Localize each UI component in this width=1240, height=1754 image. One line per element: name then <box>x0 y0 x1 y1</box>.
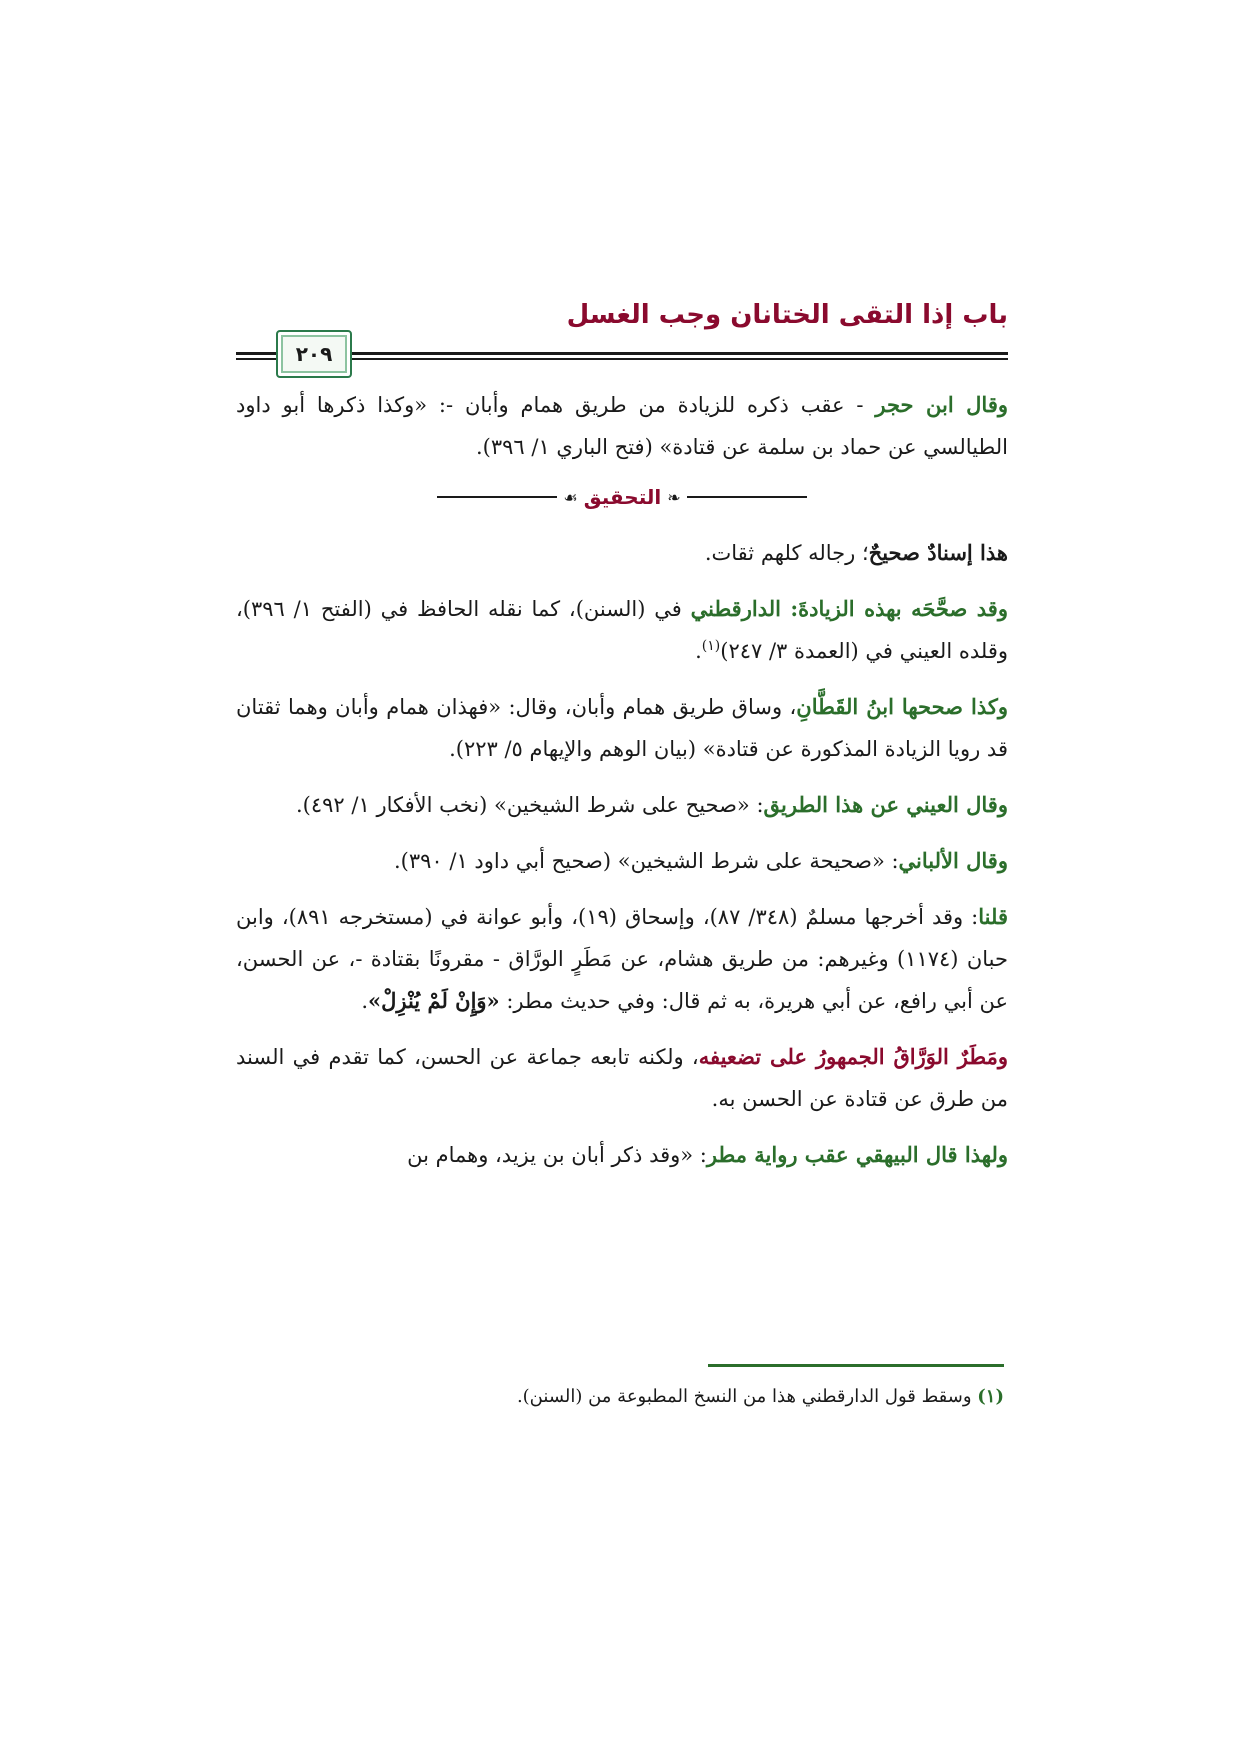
paragraph-qulna <box>236 896 1008 1022</box>
paragraph-aini <box>236 784 1008 826</box>
paragraph-lead: ومَطَرٌ الوَرَّاقُ الجمهورُ على تضعيفه <box>698 1044 1008 1069</box>
main-text <box>236 384 1008 1176</box>
ornament-icon: ☙ <box>563 487 578 507</box>
paragraph-lead: وقال العيني عن هذا الطريق <box>763 792 1008 817</box>
paragraph-text: : «وقد ذكر أبان بن يزيد، وهمام بن <box>407 1143 707 1167</box>
paragraph-albani <box>236 840 1008 882</box>
paragraph-text: : وقد أخرجها مسلمٌ (٣٤٨/ ٨٧)، وإسحاق (١٩)، وأبو عوانة في (مستخرجه ٨٩١)، وابن حبان (١١٧٤) وغيرهم: من طريق هشام، عن مَطَرٍ الورَّاق - مقرونًا بقتادة -، عن الحسن، عن أبي رافع، عن أبي هريرة، به ثم قال: وفي حديث مطر: <box>236 905 1008 1013</box>
paragraph-text: ؛ رجاله كلهم ثقات. <box>704 541 869 565</box>
footnote-text: وسقط قول الدارقطني هذا من النسخ المطبوعة من (السنن). <box>516 1386 978 1407</box>
footnote-ref: (١) <box>701 638 721 654</box>
paragraph-text: : «صحيحة على شرط الشيخين» (صحيح أبي داود ١/ ٣٩٠). <box>393 849 899 873</box>
paragraph-isnad <box>236 532 1008 574</box>
paragraph-lead: هذا إسنادٌ صحيحٌ <box>868 540 1008 565</box>
page-header <box>236 300 1008 366</box>
paragraph-ibn-hajar <box>236 384 1008 468</box>
paragraph-text: : «صحيح على شرط الشيخين» (نخب الأفكار ١/ ٤٩٢). <box>296 793 764 817</box>
section-title: التحقيق <box>583 485 662 509</box>
footnote-mark: (١) <box>977 1386 1004 1407</box>
footnote-rule <box>708 1364 1004 1367</box>
paragraph-daraqutni <box>236 588 1008 672</box>
hadith-quote: «وَإِنْ لَمْ يُنْزِلْ» <box>368 988 500 1013</box>
paragraph-text: ، وساق طريق همام وأبان، وقال: «فهذان همام وأبان وهما ثقتان قد رويا الزيادة المذكورة عن قتادة» (بيان الوهم والإيهام ٥/ ٢٢٣). <box>236 695 1008 761</box>
paragraph-lead: ولهذا قال البيهقي عقب رواية مطر <box>706 1142 1008 1167</box>
page-body <box>236 300 1008 1190</box>
chapter-title: باب إذا التقى الختانان وجب الغسل <box>566 300 1008 330</box>
paragraph-lead: وقد صحَّحَه بهذه الزيادةَ: الدارقطني <box>690 596 1008 621</box>
paragraph-text: في (السنن)، كما نقله الحافظ في (الفتح ١/ ٣٩٦)، وقلده العيني في (العمدة ٣/ ٢٤٧) <box>236 597 1008 663</box>
divider-line <box>687 496 807 498</box>
section-divider <box>236 482 1008 512</box>
paragraph-end: . <box>361 989 368 1013</box>
ornament-icon: ❧ <box>667 487 681 507</box>
page-number: ٢٠٩ <box>295 342 333 366</box>
paragraph-lead: وقال ابن حجر <box>875 392 1009 417</box>
paragraph-lead: وقال الألباني <box>898 848 1008 873</box>
paragraph-bayhaqi <box>236 1134 1008 1176</box>
page-number-badge <box>276 330 352 378</box>
paragraph-text: ، ولكنه تابعه جماعة عن الحسن، كما تقدم في السند من طرق عن قتادة عن الحسن به. <box>236 1045 1008 1111</box>
paragraph-end: . <box>695 639 702 663</box>
footnote <box>232 1382 1004 1412</box>
paragraph-text: - عقب ذكره للزيادة من طريق همام وأبان -: «وكذا ذكرها أبو داود الطيالسي عن حماد بن سلمة عن قتادة» (فتح الباري ١/ ٣٩٦). <box>236 393 1008 459</box>
paragraph-lead: قلنا <box>978 904 1008 929</box>
divider-line <box>437 496 557 498</box>
paragraph-ibn-qattan <box>236 686 1008 770</box>
paragraph-lead: وكذا صححها ابنُ القَطَّانِ <box>796 694 1008 719</box>
paragraph-matar <box>236 1036 1008 1120</box>
